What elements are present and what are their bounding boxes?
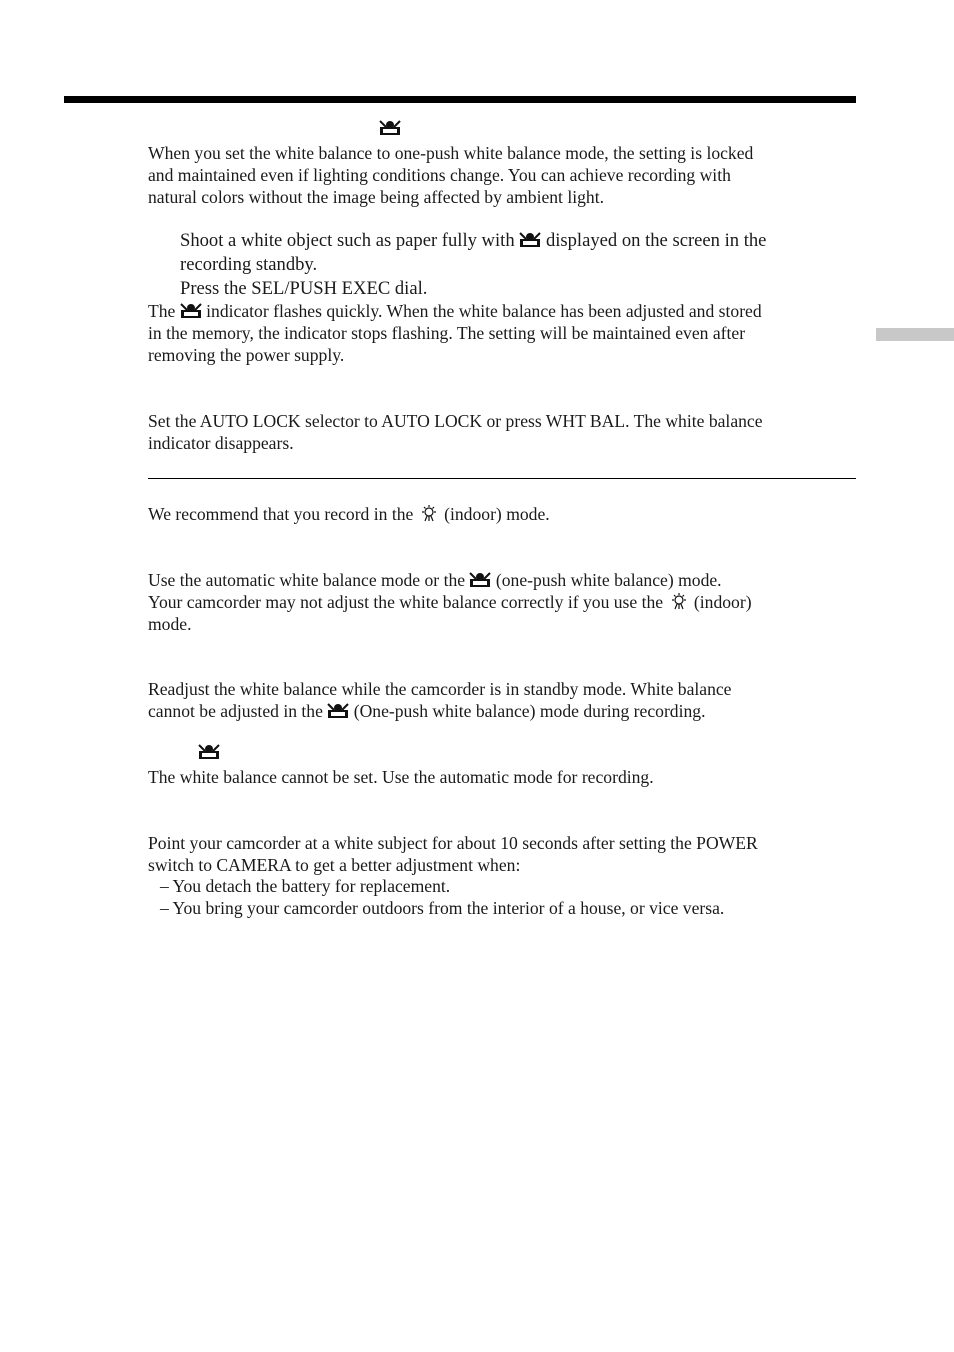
note-3-text-c: (One-push white balance) mode during recording. (353, 701, 706, 721)
note-2-line-3: mode. (148, 614, 192, 634)
step-1-text-a: Shoot a white object such as paper fully with (180, 230, 515, 251)
header-rule (64, 96, 856, 103)
result-line-2: in the memory, the indicator stops flashing. The setting will be maintained even after (148, 323, 746, 343)
note-2-text-c: Your camcorder may not adjust the white balance correctly if you use the (148, 592, 664, 612)
note-5-line-1: Point your camcorder at a white subject for about 10 seconds after setting the POWER (148, 833, 758, 853)
note-3-line-2 (148, 700, 706, 722)
one-push-white-balance-icon (519, 232, 541, 248)
one-push-white-balance-icon (327, 703, 349, 719)
note-3-line-1: Readjust the white balance while the camcorder is in standby mode. White balance (148, 679, 732, 699)
step-1-continued: recording standby. (180, 254, 318, 275)
one-push-white-balance-icon (379, 120, 401, 136)
note-5-line-2: switch to CAMERA to get a better adjustment when: (148, 855, 521, 875)
note-4: The white balance cannot be set. Use the automatic mode for recording. (148, 767, 654, 787)
intro-line-2: and maintained even if lighting conditions change. You can achieve recording with (148, 165, 731, 185)
result-text-a: The (148, 301, 176, 321)
note-2-text-b: (one-push white balance) mode. (495, 570, 722, 590)
section-tab-marker (876, 328, 954, 341)
intro-line-1: When you set the white balance to one-push white balance mode, the setting is locked (148, 143, 754, 163)
step-1-text-b: displayed on the screen in the (545, 230, 767, 251)
one-push-white-balance-icon (469, 572, 491, 588)
intro-line-3: natural colors without the image being affected by ambient light. (148, 187, 605, 207)
step-1 (180, 230, 766, 252)
one-push-white-balance-icon (180, 303, 202, 319)
note-2-line-2 (148, 591, 752, 613)
note-5-bullet-1: – You detach the battery for replacement. (160, 876, 451, 896)
note-1-text-b: (indoor) mode. (444, 504, 550, 524)
result-line-1 (148, 300, 762, 322)
indoor-bulb-icon (418, 504, 440, 522)
indoor-bulb-icon (668, 592, 690, 610)
note-1 (148, 503, 550, 525)
step-2: Press the SEL/PUSH EXEC dial. (180, 278, 428, 299)
cancel-line-2: indicator disappears. (148, 433, 294, 453)
note-2-text-a: Use the automatic white balance mode or the (148, 570, 466, 590)
result-line-3: removing the power supply. (148, 345, 345, 365)
note-2-text-d: (indoor) (693, 592, 752, 612)
note-3-text-b: cannot be adjusted in the (148, 701, 323, 721)
one-push-white-balance-icon (198, 744, 220, 760)
notes-divider (148, 478, 856, 479)
note-5-bullet-2: – You bring your camcorder outdoors from the interior of a house, or vice versa. (160, 898, 725, 918)
note-1-text-a: We recommend that you record in the (148, 504, 414, 524)
result-text-b: indicator flashes quickly. When the white balance has been adjusted and stored (206, 301, 762, 321)
note-2-line-1 (148, 569, 722, 591)
cancel-line-1: Set the AUTO LOCK selector to AUTO LOCK or press WHT BAL. The white balance (148, 411, 763, 431)
